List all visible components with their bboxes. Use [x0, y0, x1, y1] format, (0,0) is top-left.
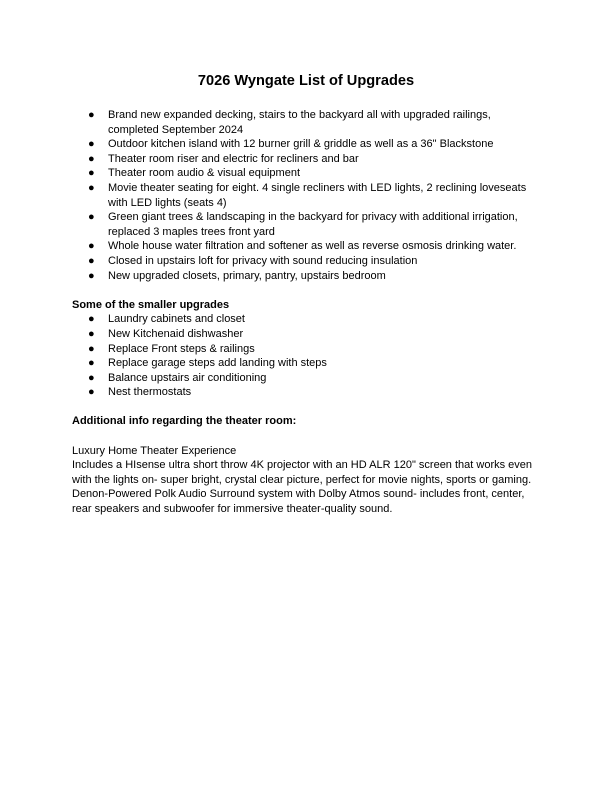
- bullet-icon: ●: [88, 254, 95, 267]
- bullet-icon: ●: [88, 167, 95, 180]
- bullet-icon: ●: [88, 211, 95, 224]
- list-item-text: Theater room riser and electric for recliners and bar: [108, 152, 359, 165]
- list-item: [72, 269, 540, 284]
- smaller-upgrades-list: [72, 312, 540, 400]
- list-item-text: Laundry cabinets and closet: [108, 313, 245, 326]
- bullet-icon: ●: [88, 138, 95, 151]
- bullet-icon: ●: [88, 327, 95, 340]
- document-title: 7026 Wyngate List of Upgrades: [197, 73, 415, 89]
- list-item-text: Movie theater seating for eight. 4 single recliners with LED lights, 2 reclining loveseats with LED lights (seats 4): [108, 181, 527, 209]
- bullet-icon: ●: [88, 386, 95, 399]
- list-item: [72, 210, 540, 239]
- list-item-text: New Kitchenaid dishwasher: [108, 327, 244, 340]
- list-item-text: Replace garage steps add landing with steps: [108, 357, 327, 370]
- list-item: [72, 152, 540, 167]
- list-item-text: Green giant trees & landscaping in the backyard for privacy with additional irrigation, replaced 3 maples trees front yard: [108, 211, 518, 238]
- smaller-upgrades-heading: Some of the smaller upgrades: [72, 298, 230, 311]
- bullet-icon: ●: [88, 181, 95, 194]
- list-item: [72, 327, 540, 342]
- bullet-icon: ●: [88, 357, 95, 370]
- list-item-text: Outdoor kitchen island with 12 burner grill & griddle as well as a 36" Blackstone: [108, 138, 494, 151]
- spacer: [72, 429, 540, 444]
- list-item: [72, 181, 540, 210]
- list-item: [72, 342, 540, 357]
- list-item: [72, 385, 540, 400]
- list-item: [72, 239, 540, 254]
- bullet-icon: ●: [88, 371, 95, 384]
- list-item-text: New upgraded closets, primary, pantry, upstairs bedroom: [108, 269, 386, 282]
- list-item: [72, 371, 540, 386]
- list-item-text: Replace Front steps & railings: [108, 342, 255, 355]
- list-item-text: Whole house water filtration and softener as well as reverse osmosis drinking water.: [108, 240, 517, 253]
- bullet-icon: ●: [88, 109, 95, 121]
- list-item: [72, 356, 540, 371]
- list-item: [72, 254, 540, 269]
- list-item-text: Closed in upstairs loft for privacy with sound reducing insulation: [108, 254, 418, 267]
- list-item-text: Theater room audio & visual equipment: [108, 167, 300, 180]
- bullet-icon: ●: [88, 269, 95, 282]
- list-item-text: Brand new expanded decking, stairs to the backyard all with upgraded railings, completed September 2024: [108, 109, 491, 136]
- bullet-icon: ●: [88, 152, 95, 165]
- list-item: [72, 312, 540, 327]
- document-body: [72, 108, 540, 517]
- theater-body: Includes a HIsense ultra short throw 4K projector with an HD ALR 120" screen that works even with the lights on- super bright, crystal clear picture, perfect for movie nights, sports or gaming. Denon-Powered Polk Audio Surround system with Dolby Atmos sound- includes front, center, rear speakers and subwoofer for immersive theater-quality sound.: [72, 459, 533, 516]
- spacer: [72, 283, 540, 298]
- list-item-text: Nest thermostats: [108, 386, 192, 399]
- theater-heading: Additional info regarding the theater room:: [72, 415, 297, 428]
- bullet-icon: ●: [88, 342, 95, 355]
- list-item: [72, 108, 540, 137]
- list-item-text: Balance upstairs air conditioning: [108, 371, 267, 384]
- list-item: [72, 137, 540, 152]
- list-item: [72, 166, 540, 181]
- spacer: [72, 400, 540, 415]
- theater-title: Luxury Home Theater Experience: [72, 444, 237, 457]
- bullet-icon: ●: [88, 313, 95, 326]
- upgrades-list: [72, 108, 540, 283]
- bullet-icon: ●: [88, 240, 95, 253]
